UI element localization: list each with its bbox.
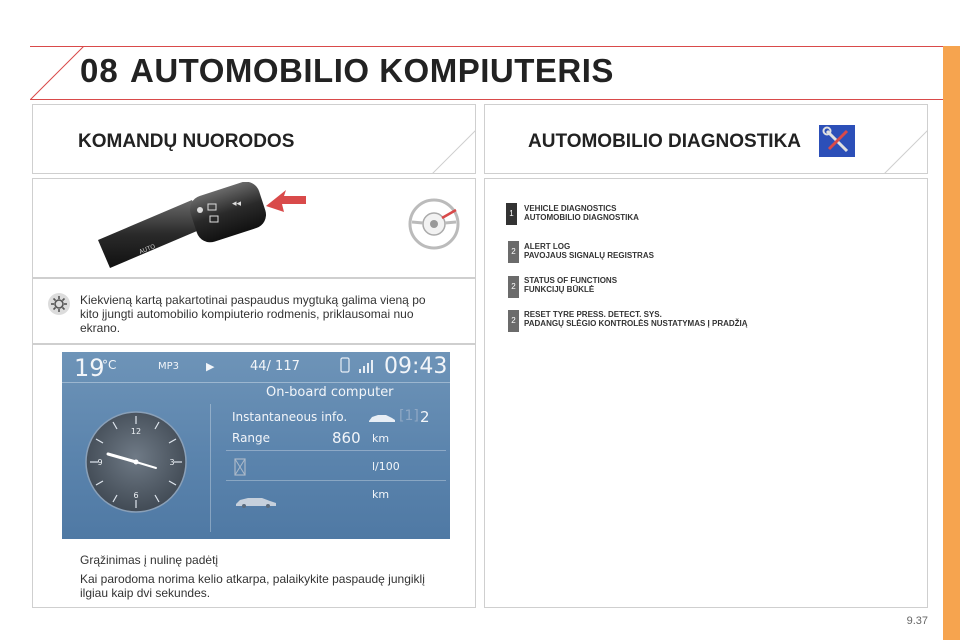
display-vertical-divider: [210, 404, 211, 532]
chapter-number: 08: [80, 52, 119, 89]
steering-wheel-icon: [406, 196, 462, 252]
consumption-unit: l/100: [372, 460, 400, 473]
diag-item-1-badge: 1: [506, 203, 517, 225]
instruction-line-1: Kiekvieną kartą pakartotinai paspaudus mygtuką galima vieną po: [80, 293, 426, 307]
display-time: 09:43: [384, 354, 448, 379]
display-divider: [62, 382, 450, 383]
distance-unit: km: [372, 488, 390, 501]
diag-item-3[interactable]: [524, 276, 617, 294]
chapter-tab-bar: [943, 46, 960, 640]
svg-text:◂◂: ◂◂: [232, 199, 242, 209]
clock-numeral-12: 12: [130, 427, 142, 436]
instant-info-label: Instantaneous info.: [232, 410, 348, 424]
gear-icon: [48, 293, 70, 315]
car-distance-icon: [234, 494, 278, 508]
wiper-stalk-illustration: [92, 182, 272, 274]
display-title: On-board computer: [266, 385, 394, 400]
consumption-divider: [226, 480, 446, 481]
diag-item-4[interactable]: [524, 310, 748, 328]
range-label: Range: [232, 431, 271, 445]
trip-selector-2: 2: [420, 408, 430, 426]
instruction-line-3: ekrano.: [80, 321, 121, 335]
clock-numeral-3: 3: [169, 458, 175, 467]
press-direction-arrow: [266, 186, 308, 214]
page-title: AUTOMOBILIO KOMPIUTERIS: [130, 52, 614, 89]
left-heading-corner: [430, 130, 476, 174]
instruction-line-2: kito įjungti automobilio kompiuterio rodmenis, priklausomai nuo: [80, 307, 414, 321]
trip-selector-1: [1]: [399, 408, 419, 424]
display-track: 44/ 117: [250, 359, 300, 374]
clock-numeral-6: 6: [133, 491, 139, 500]
diag-item-3-line1: STATUS OF FUNCTIONS: [524, 276, 618, 285]
reset-line-1: Kai parodoma norima kelio atkarpa, palaikykite paspaudę jungiklį: [80, 572, 425, 586]
multifunction-display: [62, 352, 450, 539]
diag-item-2-line2: PAVOJAUS SIGNALŲ REGISTRAS: [524, 251, 654, 260]
diag-item-4-line2: PADANGŲ SLĖGIO KONTROLĖS NUSTATYMAS Į PRADŽIĄ: [524, 319, 748, 328]
diag-item-1[interactable]: [524, 204, 639, 222]
range-unit: km: [372, 432, 390, 445]
display-temperature: 19: [74, 354, 105, 382]
diag-item-2-badge: 2: [508, 241, 519, 263]
reset-title: Grąžinimas į nulinę padėtį: [80, 553, 219, 567]
diag-item-3-line2: FUNKCIJŲ BŪKLĖ: [524, 285, 595, 294]
fuel-pump-icon: [234, 458, 248, 476]
stalk-auto-label: AUTO: [138, 243, 157, 256]
left-heading: KOMANDŲ NUORODOS: [78, 131, 295, 152]
diag-item-1-line2: AUTOMOBILIO DIAGNOSTIKA: [524, 213, 639, 222]
phone-icon: [340, 357, 350, 373]
diag-item-1-line1: VEHICLE DIAGNOSTICS: [524, 204, 617, 213]
display-source: MP3: [158, 361, 180, 372]
right-heading: AUTOMOBILIO DIAGNOSTIKA: [528, 131, 802, 152]
reset-line-2: ilgiau kaip dvi sekundes.: [80, 586, 211, 600]
right-heading-corner: [882, 130, 928, 174]
range-value: 860: [332, 429, 361, 447]
analog-clock: [84, 410, 188, 514]
diag-item-3-badge: 2: [508, 276, 519, 298]
diag-item-2-line1: ALERT LOG: [524, 242, 571, 251]
car-side-icon: [368, 412, 396, 424]
diag-item-4-badge: 2: [508, 310, 519, 332]
play-icon: ▶: [206, 360, 215, 373]
signal-strength-icon: [358, 358, 376, 374]
clock-numeral-9: 9: [97, 458, 103, 467]
header-corner-diagonal: [30, 46, 84, 100]
instruction-text: [80, 293, 470, 335]
info-gear-badge: [48, 293, 70, 315]
page-number: 9.37: [906, 615, 928, 627]
reset-instructions: [80, 572, 470, 600]
range-divider: [226, 450, 446, 451]
diag-item-4-line1: RESET TYRE PRESS. DETECT. SYS.: [524, 310, 662, 319]
display-temperature-unit: °C: [102, 358, 117, 372]
diag-item-2[interactable]: [524, 242, 654, 260]
wrench-screwdriver-icon: [819, 125, 855, 157]
